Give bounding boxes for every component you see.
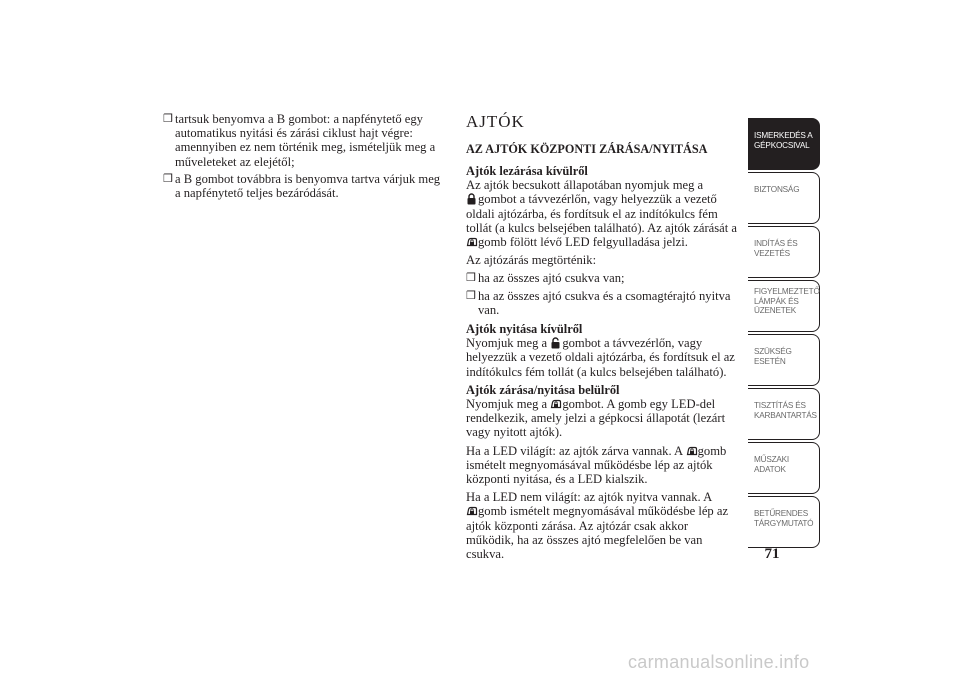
heading-lock-inside: Ajtók zárása/nyitása belülről <box>466 382 620 397</box>
bullet-item: ❒ ha az összes ajtó csukva van; <box>466 271 625 286</box>
paragraph-led-on: Ha a LED világít: az ajtók zárva vannak. A gomb ismételt megnyomásával működésbe lép az ajtók központi nyitása, és a LED kialszik. <box>466 443 727 487</box>
bullet-square-icon: ❒ <box>163 113 173 125</box>
tab-tisztitas[interactable]: TISZTÍTÁS ÉS KARBANTARTÁS <box>748 388 820 440</box>
padlock-icon <box>466 193 477 204</box>
bullet-text: tartsuk benyomva a B gombot: a napfénytető egy automatikus nyitási és zárási ciklust hajt végre: amennyiben ez nem történik meg, ismételjük meg a műveleteket az elejétől; <box>175 112 436 169</box>
paragraph-lock-conditions: Az ajtózárás megtörténik: <box>466 253 597 268</box>
right-column <box>466 112 738 565</box>
tab-biztonsag[interactable]: BIZTONSÁG <box>748 172 820 224</box>
car-lock-icon <box>550 398 561 409</box>
section-title: AJTÓK <box>466 112 525 131</box>
tab-inditas[interactable]: INDÍTÁS ÉS VEZETÉS <box>748 226 820 278</box>
car-lock-icon <box>686 445 697 456</box>
car-lock-icon <box>466 505 477 516</box>
chapter-tabs <box>748 118 820 550</box>
paragraph-led-off: Ha a LED nem világít: az ajtók nyitva vannak. A gomb ismételt megnyomásával működésbe lép az ajtók központi zárása. Az ajtózár csak akkor működik, ha az összes ajtó megfelelően be van csukva. <box>466 490 729 562</box>
tab-muszaki[interactable]: MŰSZAKI ADATOK <box>748 442 820 494</box>
tab-ismerkedes[interactable]: ISMERKEDÉS A GÉPKOCSIVAL <box>748 118 820 170</box>
watermark: carmanualsonline.info <box>628 652 810 672</box>
heading-lock-outside: Ajtók lezárása kívülről <box>466 164 588 178</box>
paragraph-lock-inside: Nyomjuk meg a gombot. A gomb egy LED-del rendelkezik, amely jelzi a gépkocsi állapotát (lezárt vagy nyitott ajtók). <box>466 397 726 440</box>
bullet-square-icon: ❒ <box>466 289 476 302</box>
paragraph-lock-outside: Az ajtók becsukott állapotában nyomjuk meg a gombot a távvezérlőn, vagy helyezzük a vezető oldali ajtózárba, és fordítsuk el az indítókulcs fém tollát (a kulcs belsejében található). Az ajtók zárását a gomb fölött lévő LED felgyulladása jelzi. <box>466 178 737 250</box>
tab-szukseg[interactable]: SZÜKSÉG ESETÉN <box>748 334 820 386</box>
tab-figyelmezteto[interactable]: FIGYELMEZTETŐ LÁMPÁK ÉS ÜZENETEK <box>748 280 820 332</box>
car-lock-icon <box>466 236 477 247</box>
page-number: 71 <box>764 546 780 562</box>
heading-unlock-outside: Ajtók nyitása kívülről <box>466 322 583 337</box>
left-column <box>163 112 446 203</box>
bullet-item <box>163 112 446 169</box>
bullet-item: ❒ ha az összes ajtó csukva és a csomagtérajtó nyitva van. <box>466 288 731 317</box>
bullet-square-icon: ❒ <box>466 272 476 285</box>
paragraph-unlock-outside: Nyomjuk meg a gombot a távvezérlőn, vagy helyezzük a vezető oldali ajtózárba, és fordítsuk el az indítókulcs fém tollát (a kulcs belsejében található). <box>466 336 735 379</box>
bullet-square-icon: ❒ <box>163 172 173 185</box>
tab-targymutato[interactable]: BETŰRENDES TÁRGYMUTATÓ <box>748 496 820 548</box>
bullet-item <box>163 172 446 200</box>
padlock-open-icon <box>550 337 561 348</box>
bullet-text: a B gombot továbbra is benyomva tartva várjuk meg a napfénytető teljes bezáródását. <box>175 171 441 201</box>
section-subtitle: AZ AJTÓK KÖZPONTI ZÁRÁSA/NYITÁSA <box>466 142 708 156</box>
